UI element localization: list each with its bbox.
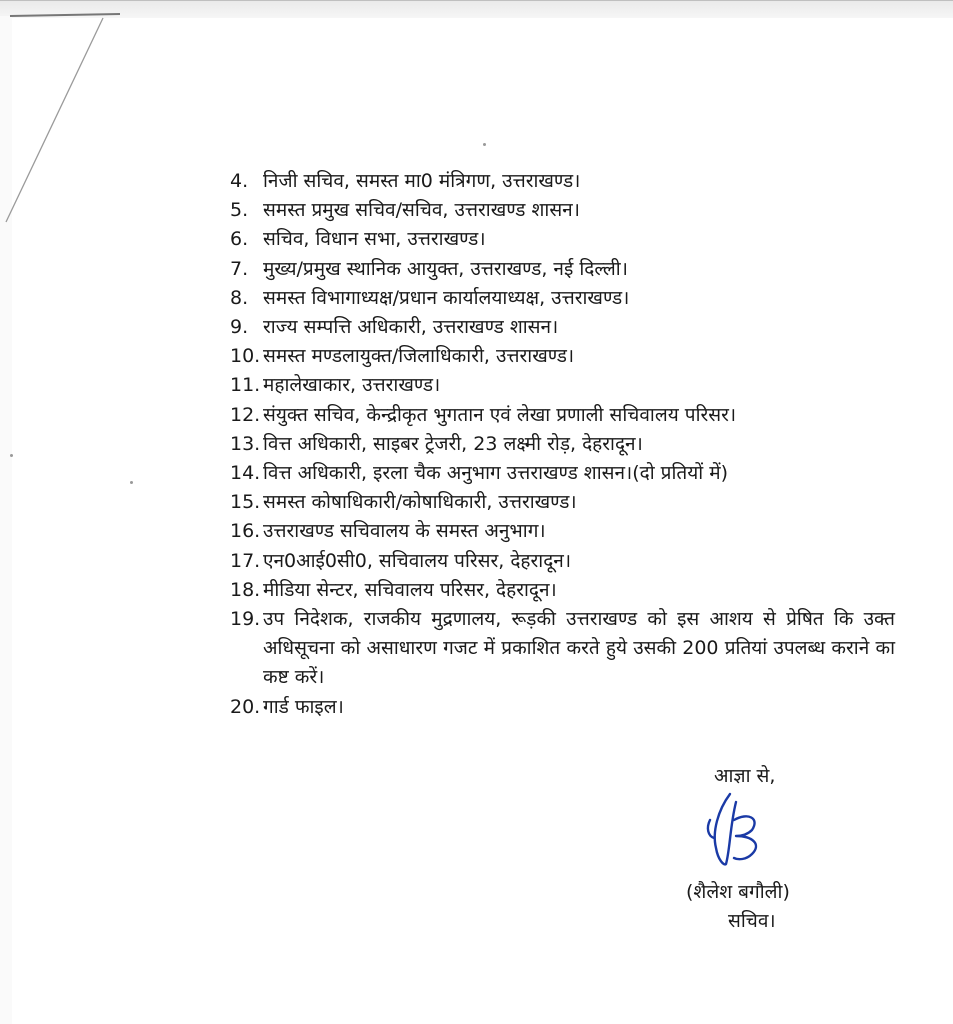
paper-speck (130, 481, 133, 484)
item-text: राज्य सम्पत्ति अधिकारी, उत्तराखण्ड शासन। (263, 316, 559, 339)
list-item (230, 196, 895, 225)
item-number: 10. (230, 345, 261, 368)
signer-designation: सचिव। (728, 910, 776, 932)
paper-speck (483, 143, 486, 146)
item-text: समस्त प्रमुख सचिव/सचिव, उत्तराखण्ड शासन। (263, 199, 580, 222)
item-text: उत्तराखण्ड सचिवालय के समस्त अनुभाग। (263, 520, 546, 543)
item-number: 11. (230, 374, 261, 397)
item-text: मीडिया सेन्टर, सचिवालय परिसर, देहरादून। (263, 578, 557, 601)
item-number: 17. (230, 549, 261, 572)
list-item (230, 225, 895, 254)
item-text: समस्त मण्डलायुक्त/जिलाधिकारी, उत्तराखण्ड। (263, 345, 575, 368)
item-number: 12. (230, 403, 261, 426)
item-number: 16. (230, 520, 261, 543)
item-text: संयुक्त सचिव, केन्द्रीकृत भुगतान एवं लेखा प्रणाली सचिवालय परिसर। (263, 403, 737, 426)
item-number: 19. (230, 608, 261, 631)
list-item (230, 342, 895, 371)
item-number: 9. (230, 316, 249, 339)
item-text: समस्त कोषाधिकारी/कोषाधिकारी, उत्तराखण्ड। (263, 491, 577, 514)
item-text: वित्त अधिकारी, इरला चैक अनुभाग उत्तराखण्ड शासन।(दो प्रतियों में) (263, 462, 728, 485)
item-number: 7. (230, 257, 249, 280)
list-item (230, 313, 895, 342)
list-item (230, 284, 895, 313)
item-text: वित्त अधिकारी, साइबर ट्रेजरी, 23 लक्ष्मी रोड़, देहरादून। (263, 432, 643, 455)
closing-phrase: आज्ञा से, (714, 765, 776, 787)
list-item (230, 371, 895, 400)
list-item (230, 430, 895, 459)
list-item (230, 605, 895, 693)
item-text: सचिव, विधान सभा, उत्तराखण्ड। (263, 228, 486, 251)
list-item (230, 255, 895, 284)
list-item (230, 693, 895, 722)
list-item (230, 576, 895, 605)
item-number: 5. (230, 199, 249, 222)
item-text: समस्त विभागाध्यक्ष/प्रधान कार्यालयाध्यक्ष, उत्तराखण्ड। (263, 286, 630, 309)
list-item (230, 547, 895, 576)
item-number: 8. (230, 286, 249, 309)
item-text: उप निदेशक, राजकीय मुद्रणालय, रूड़की उत्तराखण्ड को इस आशय से प्रेषित कि उक्त अधिसूचना को असाधारण गजट में प्रकाशित करते हुये उसकी 200 प्रतियां उपलब्ध कराने का कष्ट करें। (263, 608, 895, 689)
item-text: निजी सचिव, समस्त मा0 मंत्रिगण, उत्तराखण्ड। (263, 170, 581, 192)
signer-name: (शैलेश बगौली) (686, 881, 790, 903)
item-number: 15. (230, 491, 261, 514)
item-number: 13. (230, 432, 261, 455)
item-number: 14. (230, 462, 261, 485)
list-item (230, 488, 895, 517)
distribution-list (230, 167, 895, 722)
list-item (230, 401, 895, 430)
item-number: 20. (230, 695, 261, 718)
item-text: महालेखाकार, उत्तराखण्ड। (263, 374, 441, 397)
list-item (230, 459, 895, 488)
item-number: 4. (230, 170, 249, 192)
signature-scribble (700, 780, 790, 880)
item-text: मुख्य/प्रमुख स्थानिक आयुक्त, उत्तराखण्ड, नई दिल्ली। (263, 257, 628, 280)
item-number: 6. (230, 228, 249, 251)
paper-speck (10, 454, 13, 457)
item-text: गार्ड फाइल। (263, 695, 344, 718)
item-number: 18. (230, 578, 261, 601)
item-text: एन0आई0सी0, सचिवालय परिसर, देहरादून। (263, 549, 572, 572)
list-item (230, 517, 895, 546)
list-item (230, 167, 895, 196)
